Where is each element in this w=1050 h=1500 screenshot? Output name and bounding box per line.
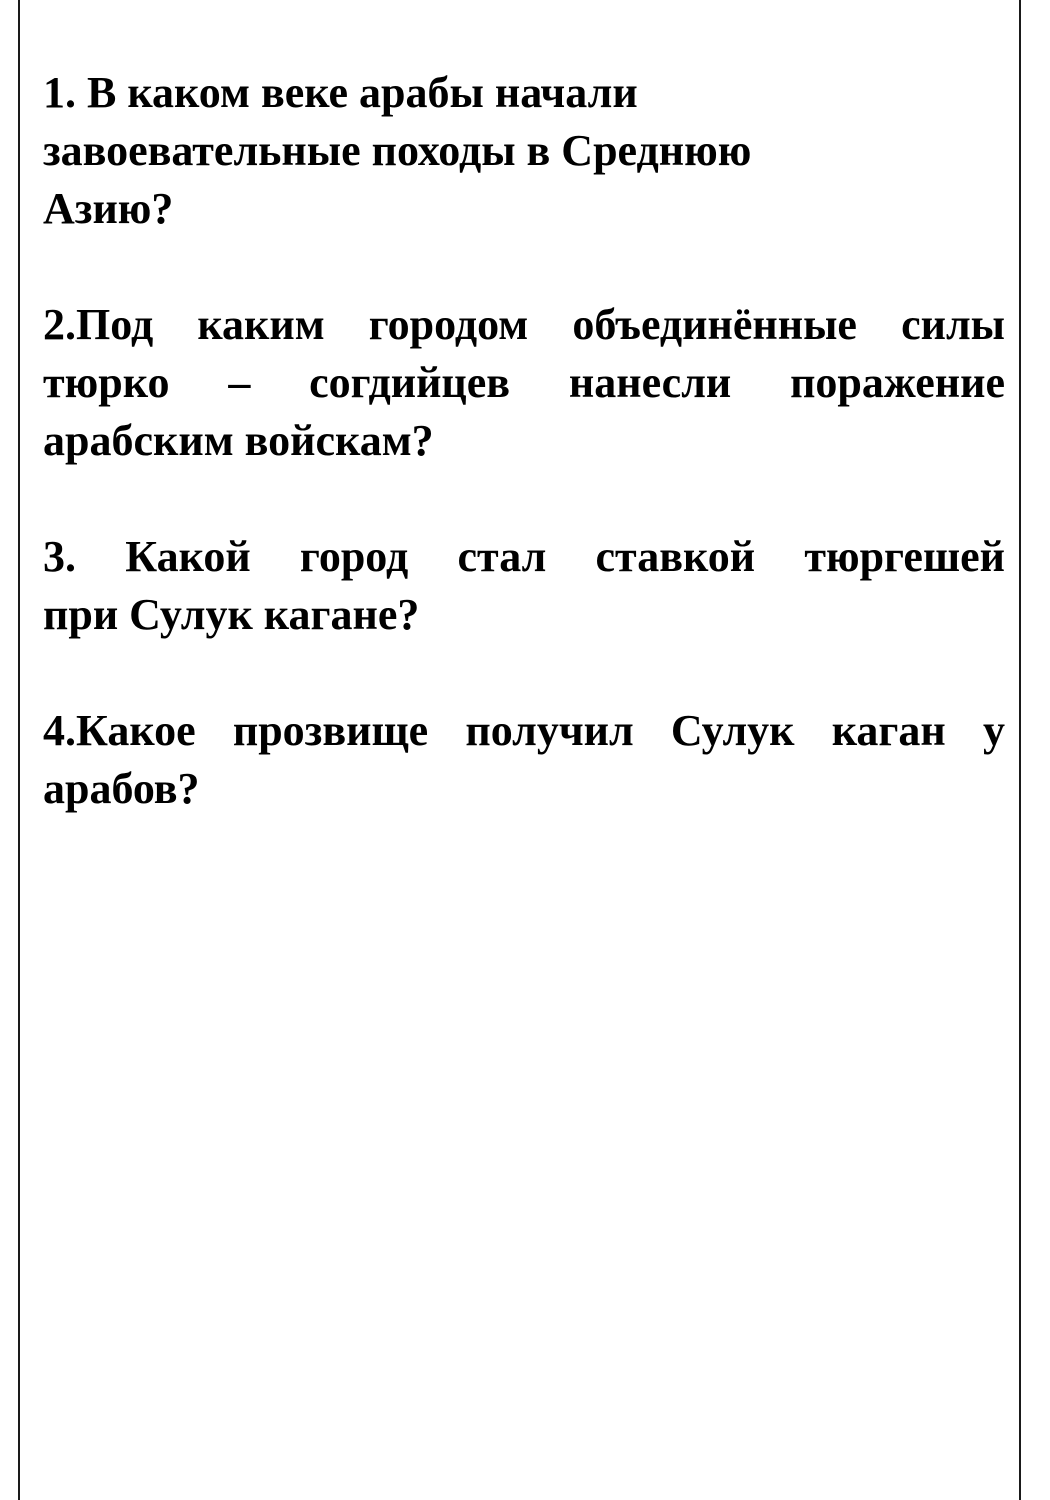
question-3-line-2: при Сулук кагане?: [43, 590, 420, 639]
question-1-line-1: 1. В каком веке арабы начали: [43, 68, 638, 117]
question-2: [43, 296, 1005, 470]
question-1-line-2: завоевательные походы в Среднюю: [43, 126, 752, 175]
question-1-line-3: Азию?: [43, 184, 174, 233]
question-4-line-1: 4.Какое прозвище получил Сулук каган у: [43, 706, 1005, 755]
question-list: [43, 64, 1005, 876]
question-1: [43, 64, 1005, 238]
question-2-line-1: 2.Под каким городом объединённые силы: [43, 300, 1005, 349]
question-3: [43, 528, 1005, 644]
question-4: [43, 702, 1005, 818]
question-3-line-1: 3. Какой город стал ставкой тюргешей: [43, 532, 1005, 581]
question-2-line-3: арабским войскам?: [43, 416, 434, 465]
question-4-line-2: арабов?: [43, 764, 200, 813]
question-2-line-2: тюрко – согдийцев нанесли поражение: [43, 358, 1005, 407]
